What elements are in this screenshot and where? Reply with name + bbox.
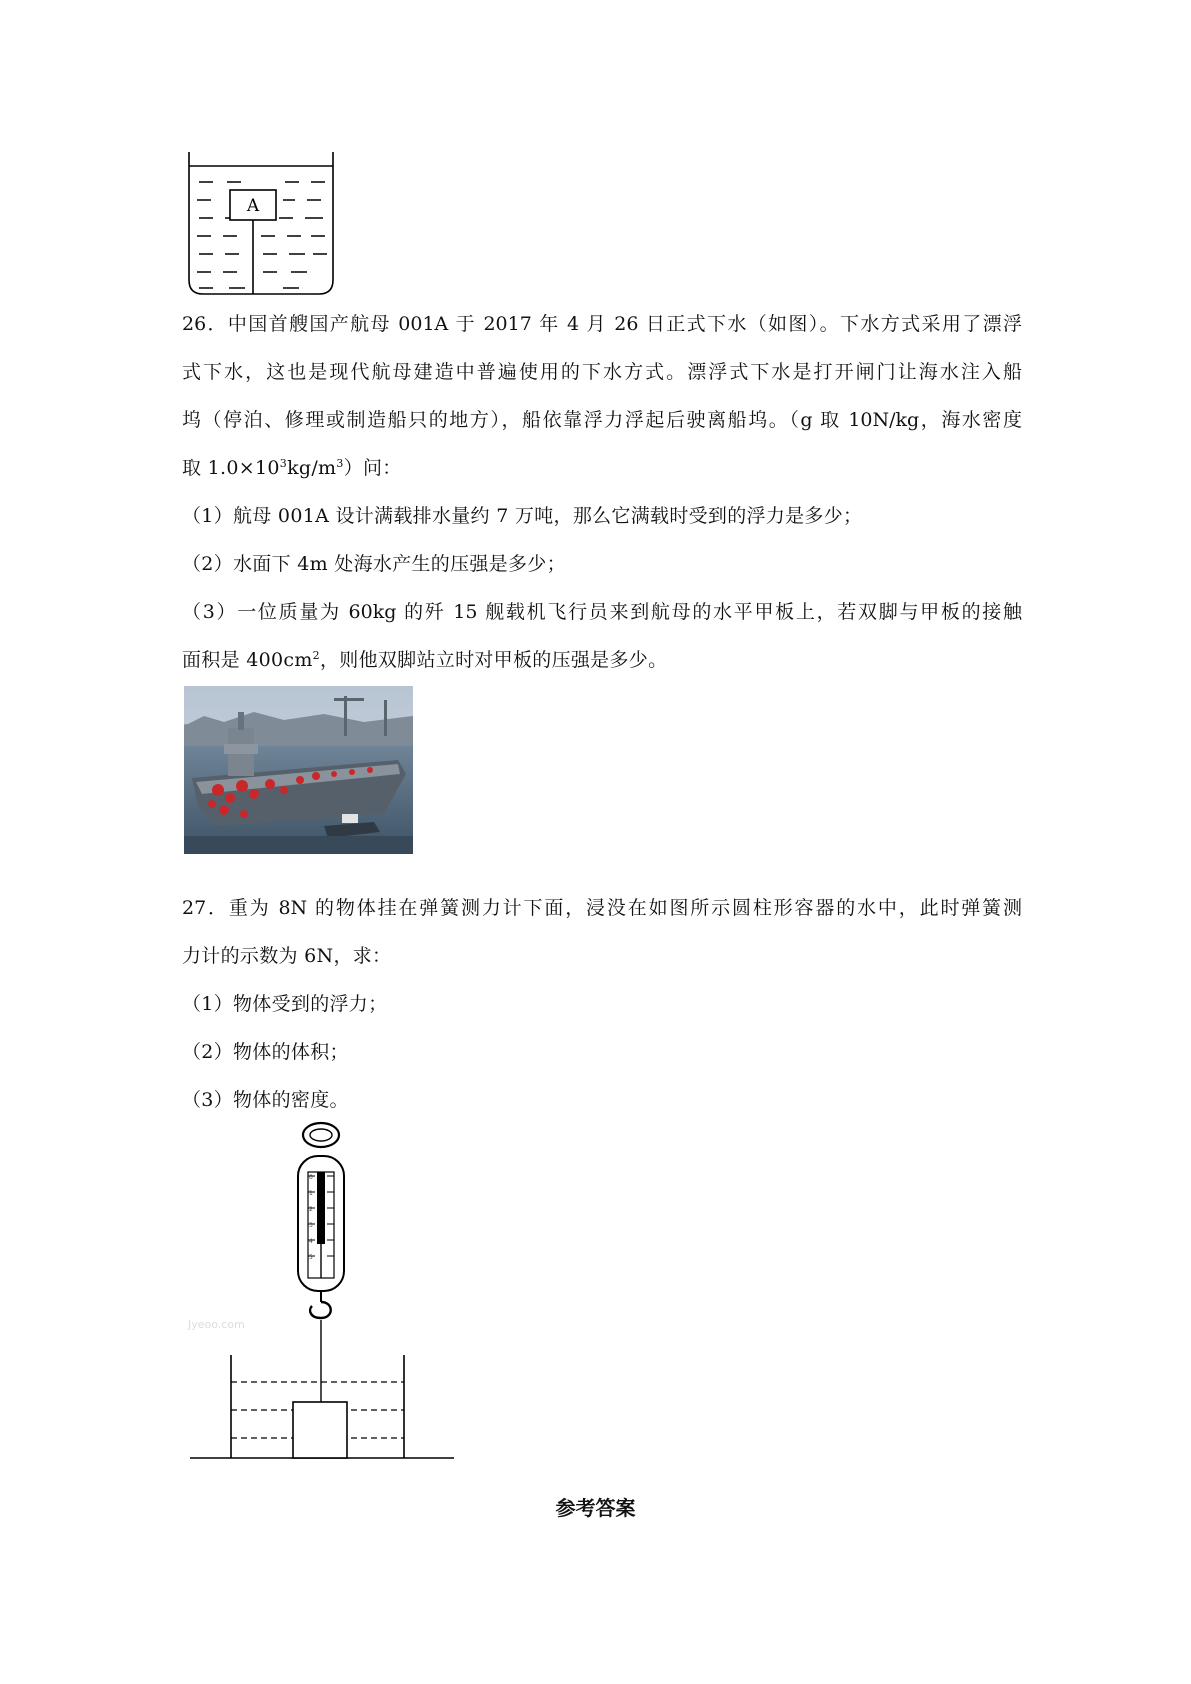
q26-sub1: （1）航母 001A 设计满载排水量约 7 万吨，那么它满载时受到的浮力是多少； [182,505,863,527]
q26-text-2 [182,360,1022,384]
tick-label-2: 2 [309,1206,313,1213]
q26-sub2: （2）水面下 4m 处海水产生的压强是多少； [182,553,566,575]
q27-line2: 力计的示数为 6N，求： [182,945,392,967]
q26-line4-mid: kg/m [287,457,337,479]
aircraft-carrier-photo [184,686,413,854]
q27-sub2: （2）物体的体积； [182,1041,349,1063]
tick-label-3: 3 [309,1222,313,1229]
container-block-figure [183,152,338,300]
answer-section-title: 参考答案 [555,1496,636,1520]
q26-sub3-line2-pre: 面积是 400cm [182,649,313,671]
q26-sub3-line2 [182,648,667,672]
tick-label-0: 0 [309,1174,313,1181]
block-a-label: A [246,196,260,216]
q26-line1: 26．中国首艘国产航母 001A 于 2017 年 4 月 26 日正式下水（如图）。下水方式采用了漂浮 [182,313,1022,335]
q26-text [182,312,1022,336]
q26-sub3 [182,600,1022,624]
q26-line4 [182,456,402,480]
q26-line4-post: ）问： [343,457,402,479]
q26-text-3 [182,408,1022,432]
tick-label-5: 5 [309,1254,313,1261]
q26-sub3-line2-post: ，则他双脚站立时对甲板的压强是多少。 [319,649,668,671]
q26-line4-sup1: 3 [279,457,288,470]
q27-sub3: （3）物体的密度。 [182,1089,349,1111]
q27-sub1: （1）物体受到的浮力； [182,993,388,1015]
q26-sub3-line2-sup: 2 [312,649,320,662]
q27-text [182,896,1022,920]
q27-line1: 27．重为 8N 的物体挂在弹簧测力计下面，浸没在如图所示圆柱形容器的水中，此时弹簧测 [182,897,1022,919]
spring-scale-figure [186,1120,466,1480]
tick-label-1: 1 [309,1190,313,1197]
q26-line4-sup2: 3 [336,457,344,470]
q26-sub3-line1: （3）一位质量为 60kg 的歼 15 舰载机飞行员来到航母的水平甲板上，若双脚与甲板的接触 [182,601,1022,623]
q26-line2: 式下水，这也是现代航母建造中普遍使用的下水方式。漂浮式下水是打开闸门让海水注入船 [182,361,1022,383]
q26-line3: 坞（停泊、修理或制造船只的地方），船依靠浮力浮起后驶离船坞。（g 取 10N/kg，海水密度 [182,409,1022,431]
tick-label-4: 4 [309,1238,313,1245]
watermark-text: Jyeoo.com [188,1318,245,1331]
q26-line4-pre: 取 1.0×10 [182,457,280,479]
